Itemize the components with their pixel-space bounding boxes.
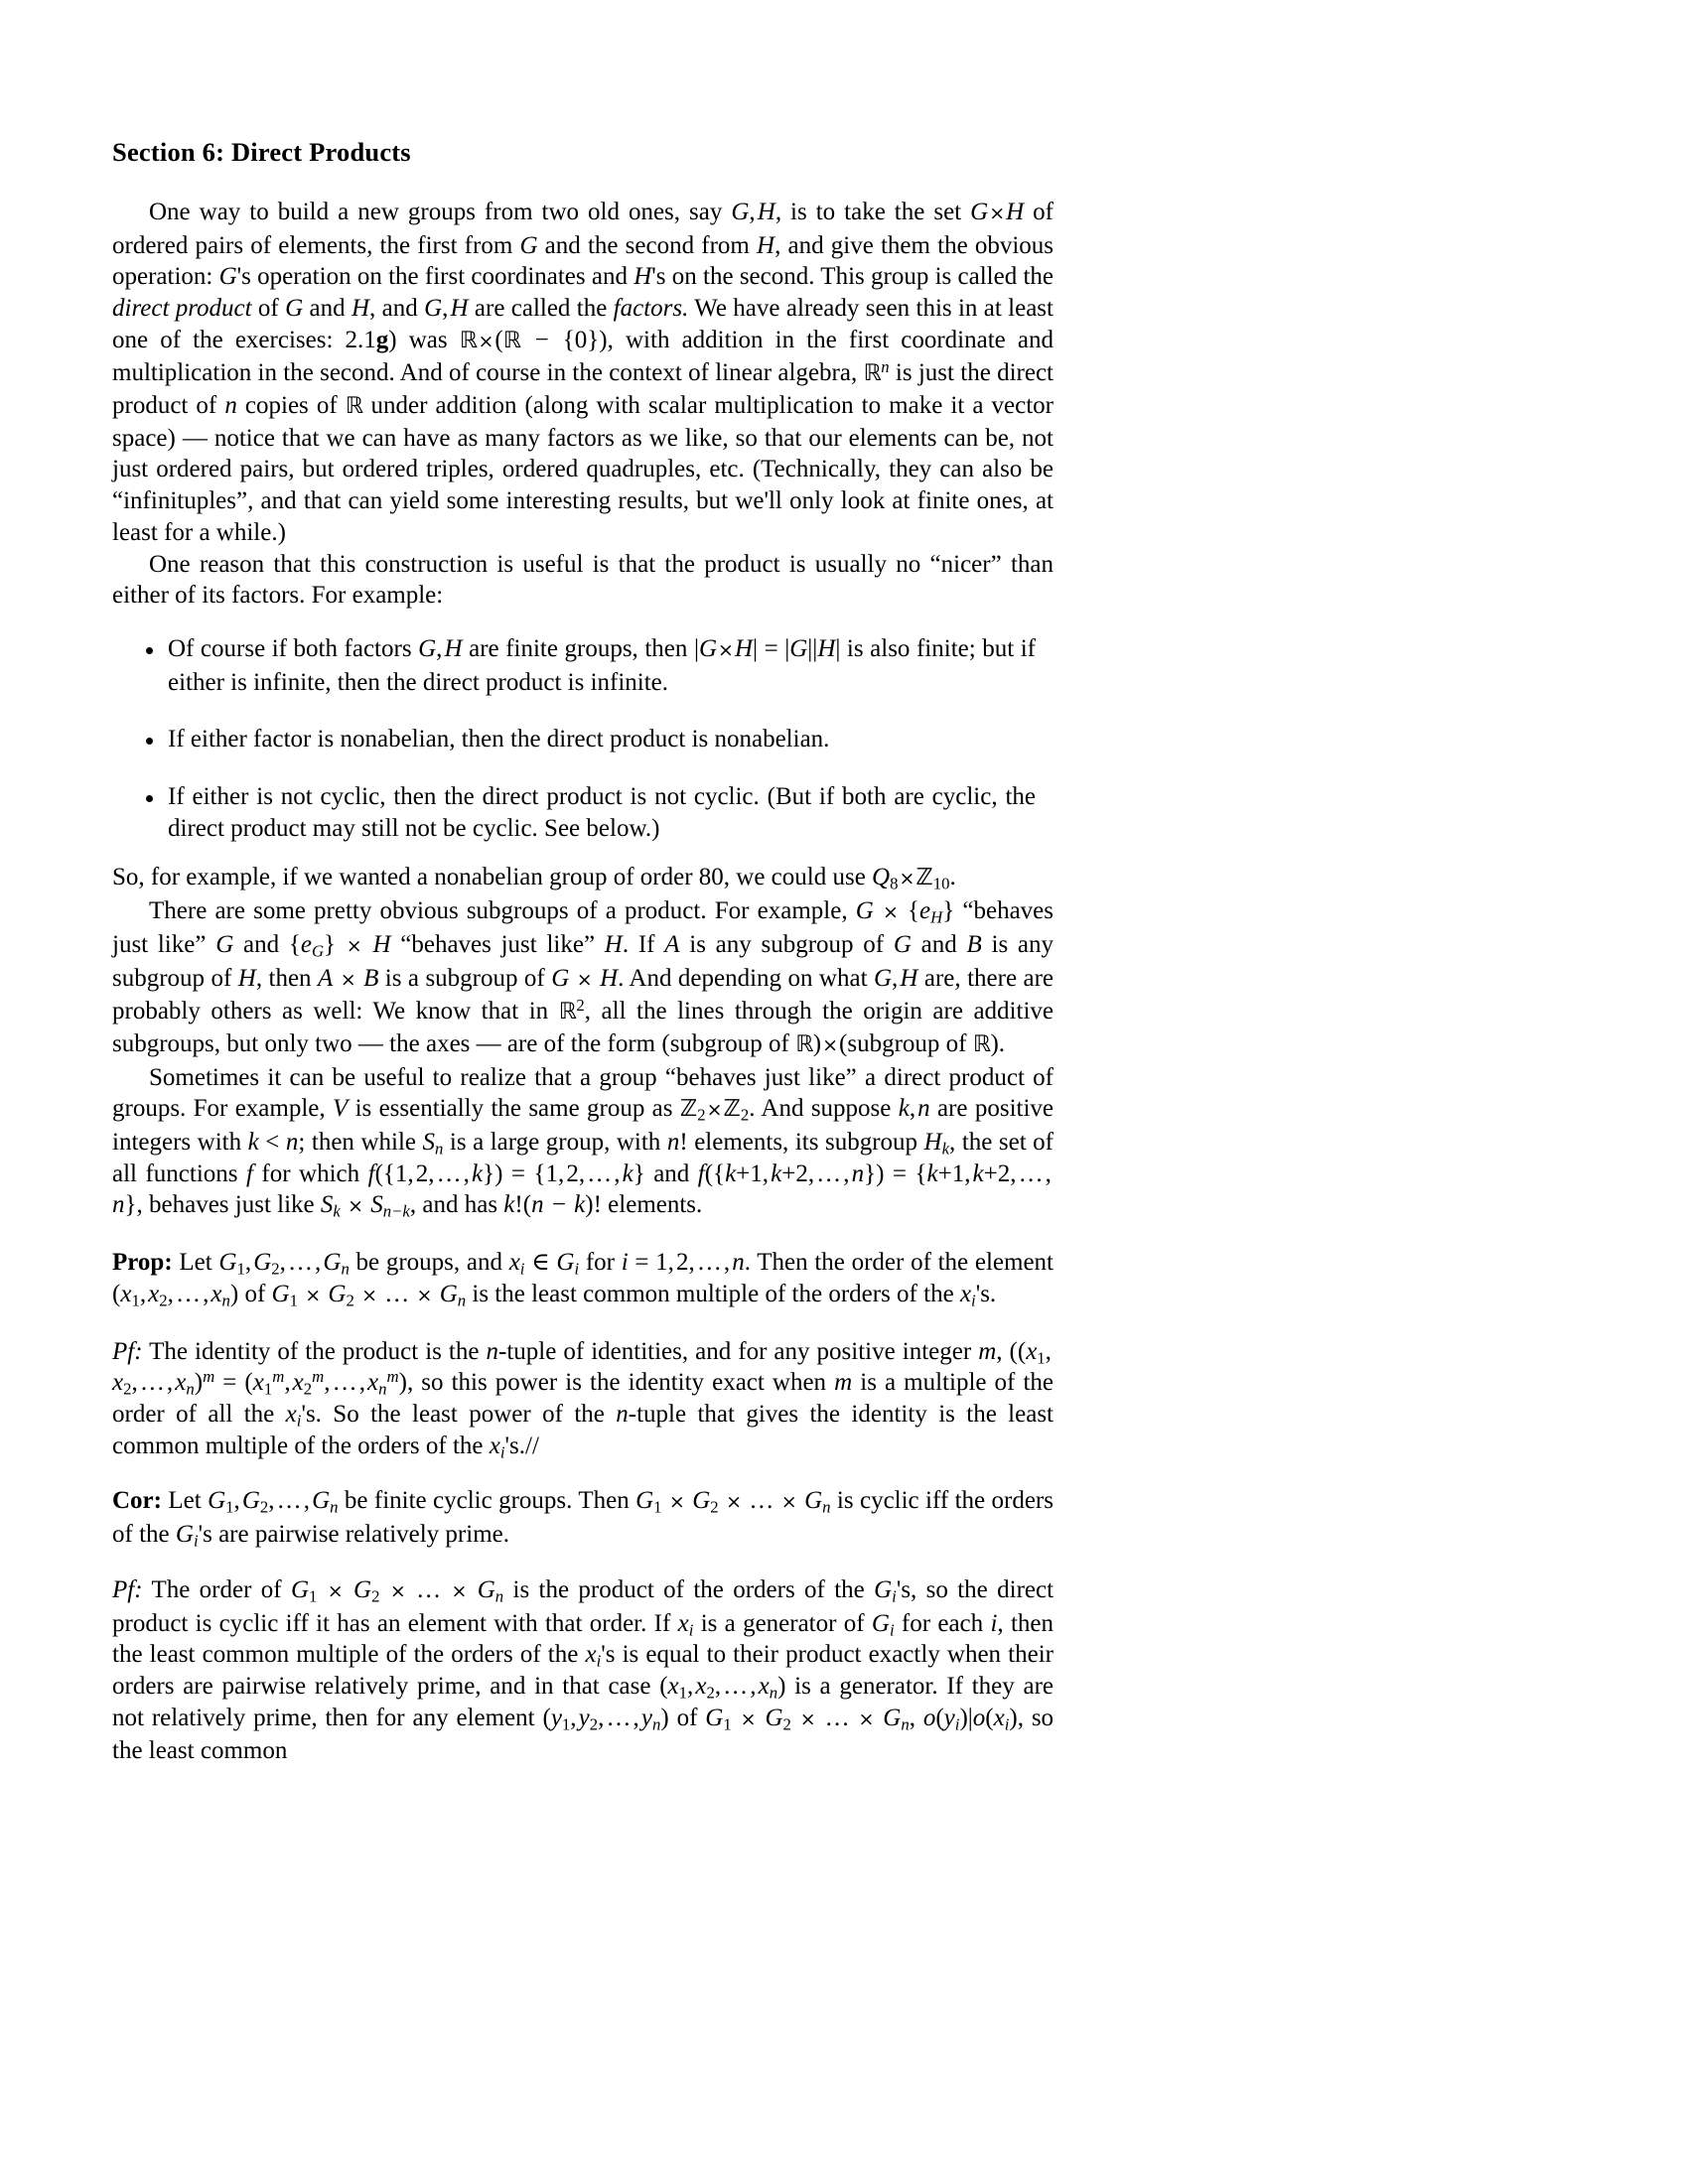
list-item: If either is not cyclic, then the direct product is not cyclic. (But if both are cyclic, the direct product may still not be cyclic. See below.) [112,781,1054,844]
paragraph-behaves-just-like: Sometimes it can be useful to realize that a group “behaves just like” a direct product of groups. For example, V is essentially the same group as ℤ$_2$×ℤ$_2$. And suppose k, n are positive integers with k < n; then while $S_n$ is a large group, with n! elements, its subgroup $H_k$, the set of all functions f for which f({1, 2, … , k}) = {1, 2, … , k} and f({k+1, k+2, … , n}) = {k+1, k+2, … , n}, behaves just like $S_k \times S_{n-k}$, and has k!(n − k)! elements. [112,1063,1055,1222]
proposition-statement: Prop: Let $G_1$, $G_2$, … , $G_n$ be groups, and $x_i$ ∈ $G_i$ for i = 1, 2, … , n. Then the order of the element ($x_1$, $x_2$, … , $x_n$) of $G_1 \times G_2$ × … × $G_n$ is the least common multiple of the orders of the $x_i's$. [112,1249,1054,1310]
pf-label-2: Pf: [112,1575,143,1603]
list-item: If either factor is nonabelian, then the direct product is nonabelian. [112,724,1054,755]
page-title: Section 6: Direct Products [112,137,411,167]
list-item: Of course if both factors G, H are finite groups, then |G×H| = |G||H| is also finite; but if either is infinite, then the direct product is infinite. [112,633,1054,698]
paragraph-order80-example: So, for example, if we wanted a nonabelian group of order 80, we could use $Q_8\times ℤ_{10}$. [112,864,956,894]
prop-label: Prop: [112,1249,173,1277]
paragraph-intro: One way to build a new groups from two old ones, say G, H, is to take the set G×H of ordered pairs of elements, the first from G and the second from H, and give them the obvious operation: G's operation on the first coordinates and H's on the second. This group is called the direct product of G and H, and G, H are called the factors. We have already seen this in at least one of the exercises: 2.1g) was ℝ×(ℝ − {0}), with addition in the first coordinate and multiplication in the second. And of course in the context of linear algebra, ℝ$^n$ is just the direct product of n copies of ℝ under addition (along with scalar multiplication to make it a vector space) — notice that we can have as many factors as we like, so that our elements can be, not just ordered pairs, but ordered triples, ordered quadruples, etc. (Technically, they can also be “infinituples”, and that can yield some interesting results, but we'll only look at finite ones, at least for a while.) [112,198,1055,546]
proof-two: Pf: The order of $G_1 \times G_2$ × … × $G_n$ is the product of the orders of the $G_i's$, so the direct product is cyclic iff it has an element with that order. If $x_i$ is a generator of $G_i$ for each i, then the least common multiple of the orders of the $x_i's$ is equal to their product exactly when their orders are pairwise relatively prime, and in that case ($x_1$, $x_2$, … , $x_n$) is a generator. If they are not relatively prime, then for any element ($y_1$, $y_2$, … , $y_n$) of $G_1 \times G_2$ × … × $G_n$, $o(y_i)|o(x_i)$, so the least common [112,1575,1055,1765]
property-bullet-list [112,633,1054,845]
cor-label: Cor: [112,1487,162,1515]
paragraph-usefulness: One reason that this construction is useful is that the product is usually no “nicer” than either of its factors. For example: [112,550,1054,610]
proof-one: Pf: The identity of the product is the n-tuple of identities, and for any positive integer m, (($x_1$, $x_2$, … , $x_n)^m = (x_1^m$, $x_2^m$, … , $x_n^m$), so this power is the identity exact when m is a multiple of the order of all the $x_i's$. So the least power of the n-tuple that gives the identity is the least common multiple of the orders of the $x_i's.//$ [112,1337,1055,1462]
corollary-statement: Cor: Let $G_1$, $G_2$, … , $G_n$ be finite cyclic groups. Then $G_1 \times G_2$ × … × $G_n$ is cyclic iff the orders of the $G_i's$ are pairwise relatively prime. [112,1487,1054,1551]
page-content [112,137,1054,1767]
pf-label: Pf: [112,1337,143,1365]
paragraph-subgroups: There are some pretty obvious subgroups of a product. For example, $G \times \{e_H\}$ “behaves just like” G and $\{e_G\} \times H$ “behaves just like” H. If A is any subgroup of G and B is any subgroup of H, then A × B is a subgroup of G × H. And depending on what G, H are, there are probably others as well: We know that in ℝ$^2$, all the lines through the origin are additive subgroups, but only two — the axes — are of the form (subgroup of ℝ)×(subgroup of ℝ). [112,897,1055,1057]
